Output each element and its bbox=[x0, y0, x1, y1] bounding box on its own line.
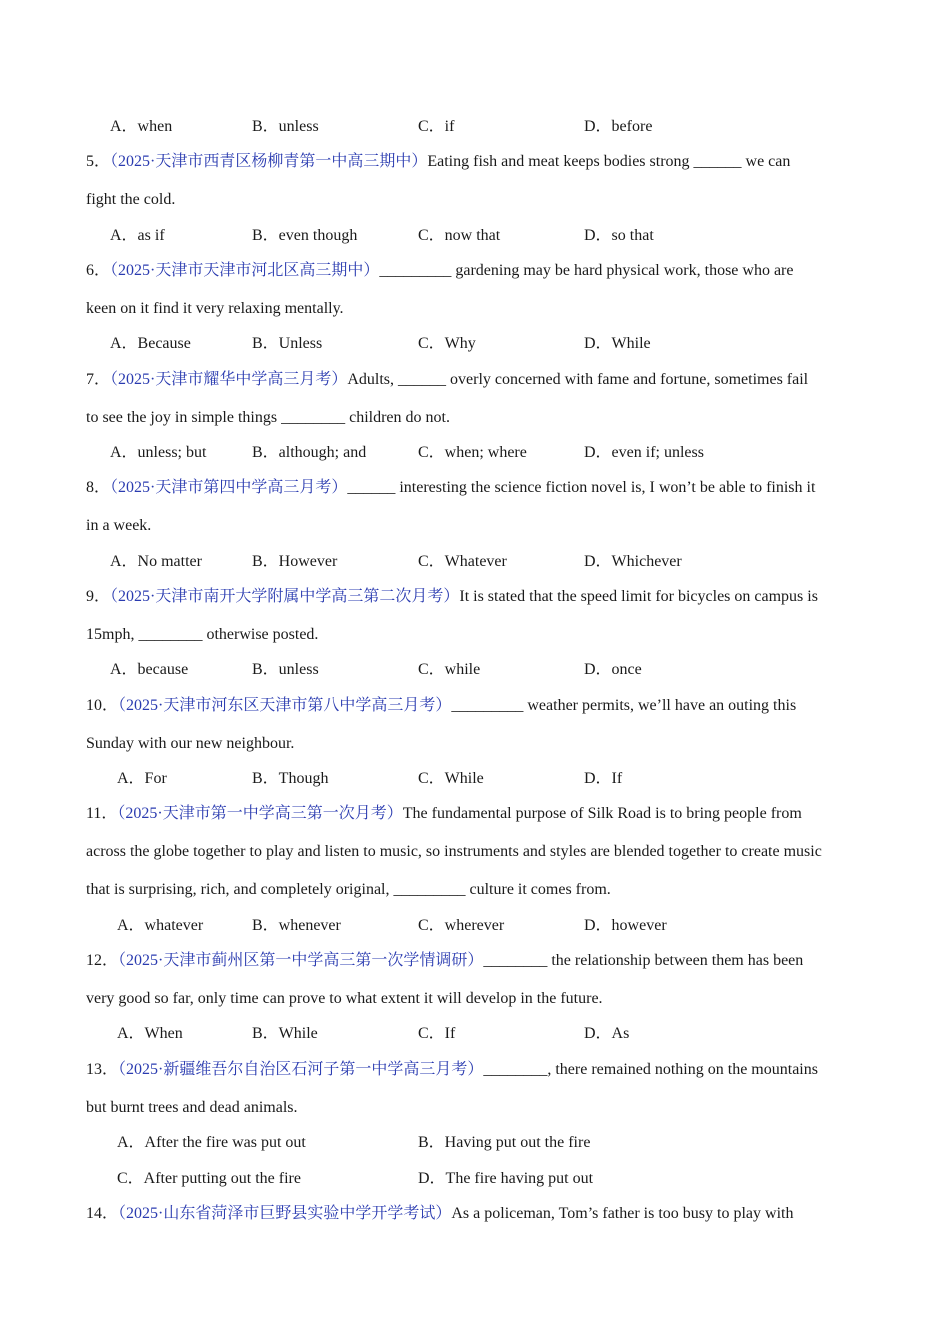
option-c[interactable]: C．Whatever bbox=[418, 553, 507, 570]
option-c[interactable]: C．While bbox=[418, 770, 484, 787]
question-text-continued: that is surprising, rich, and completely original, _________ culture it comes from. bbox=[86, 881, 611, 898]
question-text-continued: 15mph, ________ otherwise posted. bbox=[86, 626, 319, 643]
question-line bbox=[86, 1060, 818, 1080]
question-number: 8． bbox=[86, 479, 111, 496]
option-b[interactable]: B．whenever bbox=[252, 917, 341, 934]
option-c[interactable]: C．now that bbox=[418, 227, 501, 244]
question-number: 5． bbox=[86, 153, 111, 170]
option-d[interactable]: D．before bbox=[584, 118, 653, 135]
question-text: ______ interesting the science fiction novel is, I won’t be able to finish it bbox=[347, 479, 816, 496]
option-c[interactable]: C．After putting out the fire bbox=[117, 1170, 301, 1187]
option-d[interactable]: D．even if; unless bbox=[584, 444, 704, 461]
question-text: It is stated that the speed limit for bicycles on campus is bbox=[459, 588, 818, 605]
question-line bbox=[86, 587, 818, 607]
option-a[interactable]: A．For bbox=[117, 770, 167, 787]
question-number: 7． bbox=[86, 371, 111, 388]
question-line bbox=[86, 478, 815, 498]
option-d[interactable]: D．however bbox=[584, 917, 667, 934]
question-text-continued: Sunday with our new neighbour. bbox=[86, 735, 295, 752]
question-text: The fundamental purpose of Silk Road is to bring people from bbox=[402, 805, 802, 822]
option-a[interactable]: A．when bbox=[110, 118, 173, 135]
option-b[interactable]: B．Having put out the fire bbox=[418, 1134, 591, 1151]
option-d[interactable]: D．once bbox=[584, 661, 642, 678]
question-line bbox=[86, 370, 808, 390]
question-number: 10． bbox=[86, 697, 119, 714]
question-source: （2025·天津市河东区天津市第八中学高三月考） bbox=[118, 697, 452, 714]
question-text-continued: to see the joy in simple things ________ children do not. bbox=[86, 409, 450, 426]
option-a[interactable]: A．unless; but bbox=[110, 444, 207, 461]
question-text: As a policeman, Tom’s father is too busy to play with bbox=[451, 1205, 794, 1222]
question-text: ________ the relationship between them has been bbox=[483, 952, 804, 969]
option-a[interactable]: A．Because bbox=[110, 335, 191, 352]
question-line bbox=[86, 951, 803, 971]
option-b[interactable]: B．even though bbox=[252, 227, 358, 244]
question-source: （2025·天津市耀华中学高三月考） bbox=[110, 371, 348, 388]
option-b[interactable]: B．However bbox=[252, 553, 338, 570]
option-d[interactable]: D．If bbox=[584, 770, 623, 787]
question-source: （2025·天津市第一中学高三第一次月考） bbox=[117, 805, 403, 822]
question-line bbox=[86, 696, 796, 716]
question-line bbox=[86, 804, 802, 824]
option-a[interactable]: A．No matter bbox=[110, 553, 202, 570]
question-text-continued: fight the cold. bbox=[86, 191, 176, 208]
question-text: _________ gardening may be hard physical work, those who are bbox=[379, 262, 794, 279]
question-number: 9． bbox=[86, 588, 111, 605]
option-b[interactable]: B．Unless bbox=[252, 335, 323, 352]
option-d[interactable]: D．Whichever bbox=[584, 553, 682, 570]
option-b[interactable]: B．although; and bbox=[252, 444, 367, 461]
question-line bbox=[86, 261, 793, 281]
option-b[interactable]: B．Though bbox=[252, 770, 329, 787]
question-source: （2025·新疆维吾尔自治区石河子第一中学高三月考） bbox=[118, 1061, 484, 1078]
option-d[interactable]: D．As bbox=[584, 1025, 630, 1042]
option-c[interactable]: C．If bbox=[418, 1025, 456, 1042]
option-c[interactable]: C．when; where bbox=[418, 444, 527, 461]
question-line bbox=[86, 152, 790, 172]
option-c[interactable]: C．wherever bbox=[418, 917, 505, 934]
option-b[interactable]: B．unless bbox=[252, 118, 319, 135]
question-source: （2025·天津市西青区杨柳青第一中高三期中） bbox=[110, 153, 428, 170]
question-source: （2025·天津市南开大学附属中学高三第二次月考） bbox=[110, 588, 460, 605]
question-text-continued: but burnt trees and dead animals. bbox=[86, 1099, 298, 1116]
question-source: （2025·天津市第四中学高三月考） bbox=[110, 479, 348, 496]
question-source: （2025·天津市蓟州区第一中学高三第一次学情调研） bbox=[118, 952, 484, 969]
question-text: Adults, ______ overly concerned with fame and fortune, sometimes fail bbox=[347, 371, 809, 388]
question-text: _________ weather permits, we’ll have an outing this bbox=[451, 697, 797, 714]
option-a[interactable]: A．When bbox=[117, 1025, 183, 1042]
question-text-continued: keen on it find it very relaxing mentally. bbox=[86, 300, 344, 317]
option-a[interactable]: A．whatever bbox=[117, 917, 204, 934]
option-d[interactable]: D．The fire having put out bbox=[418, 1170, 594, 1187]
option-d[interactable]: D．While bbox=[584, 335, 651, 352]
question-number: 12． bbox=[86, 952, 119, 969]
question-text-continued: across the globe together to play and listen to music, so instruments and styles are blended together to create music bbox=[86, 843, 822, 860]
question-source: （2025·山东省菏泽市巨野县实验中学开学考试） bbox=[118, 1205, 452, 1222]
option-b[interactable]: B．While bbox=[252, 1025, 318, 1042]
option-b[interactable]: B．unless bbox=[252, 661, 319, 678]
option-c[interactable]: C．Why bbox=[418, 335, 476, 352]
question-number: 13． bbox=[86, 1061, 119, 1078]
question-number: 6． bbox=[86, 262, 111, 279]
option-a[interactable]: A．because bbox=[110, 661, 189, 678]
option-d[interactable]: D．so that bbox=[584, 227, 654, 244]
question-text: Eating fish and meat keeps bodies strong ______ we can bbox=[427, 153, 791, 170]
question-text: ________, there remained nothing on the mountains bbox=[483, 1061, 818, 1078]
question-line bbox=[86, 1204, 793, 1224]
option-c[interactable]: C．if bbox=[418, 118, 455, 135]
question-number: 11． bbox=[86, 805, 118, 822]
option-c[interactable]: C．while bbox=[418, 661, 481, 678]
option-a[interactable]: A．as if bbox=[110, 227, 165, 244]
question-text-continued: in a week. bbox=[86, 517, 152, 534]
question-source: （2025·天津市天津市河北区高三期中） bbox=[110, 262, 380, 279]
question-number: 14． bbox=[86, 1205, 119, 1222]
question-text-continued: very good so far, only time can prove to what extent it will develop in the future. bbox=[86, 990, 603, 1007]
option-a[interactable]: A．After the fire was put out bbox=[117, 1134, 306, 1151]
